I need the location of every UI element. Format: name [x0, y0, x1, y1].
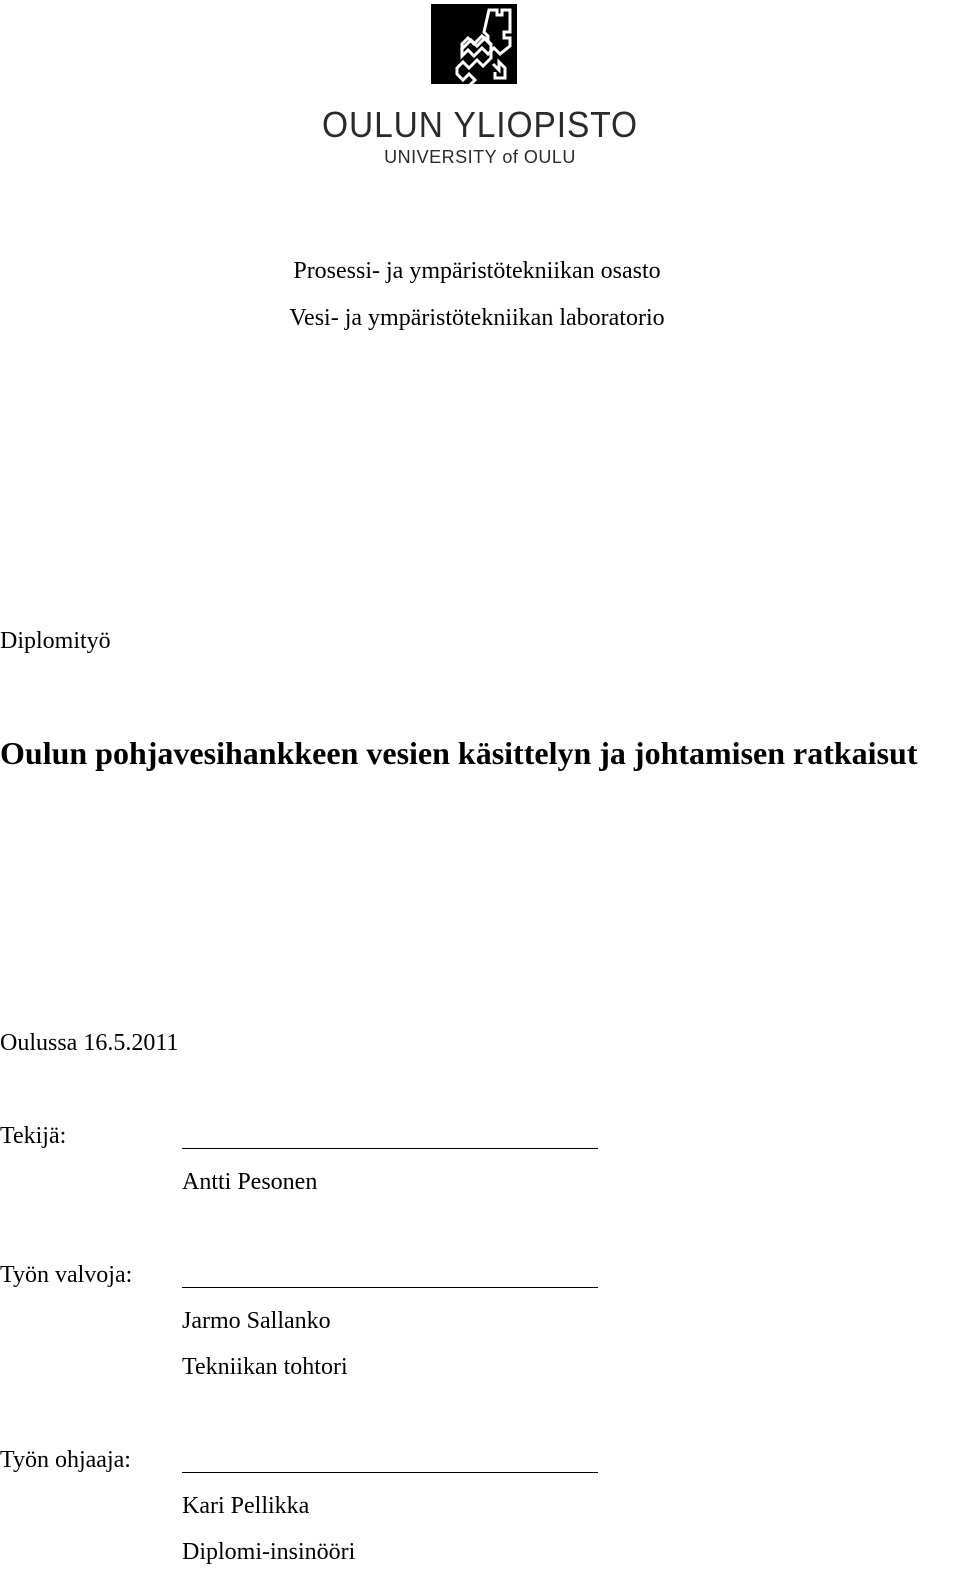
instructor-name: Kari Pellikka [182, 1493, 310, 1519]
university-tower-logo-icon [431, 4, 517, 84]
supervisor-name: Jarmo Sallanko [182, 1308, 331, 1334]
university-logo-subtitle: UNIVERSITY of OULU [384, 147, 576, 167]
supervisor-degree: Tekniikan tohtori [182, 1354, 348, 1380]
instructor-signature-line [182, 1472, 598, 1473]
author-label: Tekijä: [0, 1123, 67, 1149]
author-signature-line [182, 1148, 598, 1149]
supervisor-signature-line [182, 1287, 598, 1288]
document-type: Diplomityö [0, 628, 111, 654]
instructor-label: Työn ohjaaja: [0, 1447, 131, 1473]
place-date: Oulussa 16.5.2011 [0, 1030, 179, 1056]
author-name: Antti Pesonen [182, 1169, 318, 1195]
department-name: Prosessi- ja ympäristötekniikan osasto [293, 258, 661, 284]
university-logo-name: OULUN YLIOPISTO [322, 104, 638, 145]
thesis-title: Oulun pohjavesihankkeen vesien käsittelyn ja johtamisen ratkaisut [0, 735, 918, 771]
laboratory-name: Vesi- ja ympäristötekniikan laboratorio [289, 305, 665, 331]
instructor-degree: Diplomi-insinööri [182, 1539, 356, 1565]
supervisor-label: Työn valvoja: [0, 1262, 133, 1288]
